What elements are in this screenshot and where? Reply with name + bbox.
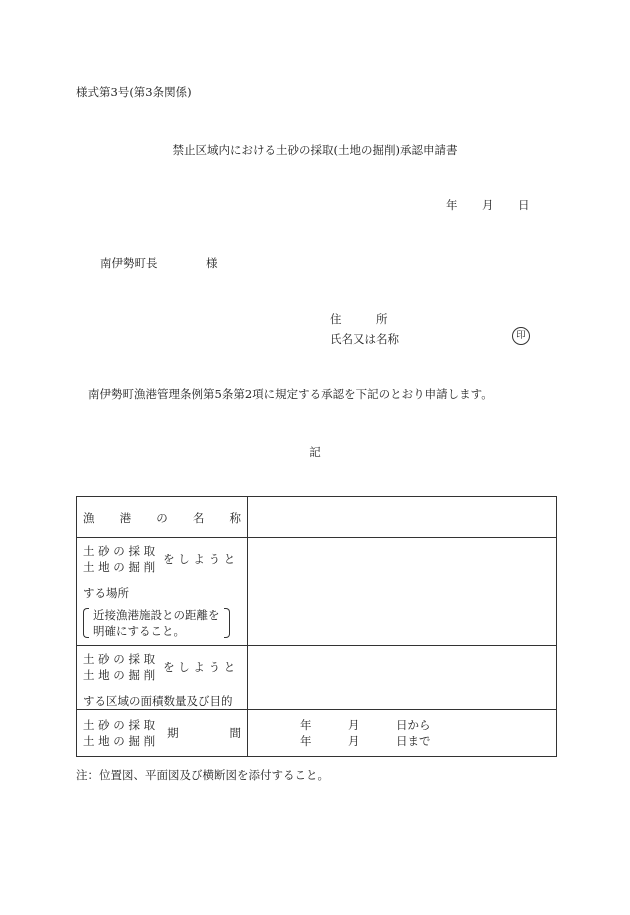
period-label [77, 710, 248, 757]
date-line [446, 197, 530, 213]
table-row [77, 538, 557, 646]
period-to [300, 733, 556, 749]
label-char: の [156, 511, 168, 525]
area-value [248, 646, 557, 710]
label-suffix: を し よ う と [163, 552, 236, 566]
seal-mark: 印 [512, 327, 530, 345]
date-month: 月 [482, 198, 494, 212]
period-to-month: 月 [348, 734, 360, 748]
body-text: 南伊勢町漁港管理条例第5条第2項に規定する承認を下記のとおり申請します。 [88, 387, 493, 401]
area-label [77, 646, 248, 710]
date-year: 年 [446, 198, 458, 212]
period-from-year: 年 [300, 718, 312, 732]
label-suffix: を し よ う と [163, 660, 236, 674]
harbor-name-label [77, 497, 248, 538]
location-value [248, 538, 557, 646]
table-row [77, 710, 557, 757]
label-char: 称 [229, 511, 241, 525]
label-char: 漁 [83, 511, 95, 525]
label-continuation: する場所 [83, 586, 129, 600]
addressee-name: 南伊勢町長 [100, 256, 158, 270]
label-line: 土 砂 の 採 取 [83, 718, 156, 732]
period-from-day: 日から [396, 718, 431, 732]
harbor-name-value [248, 497, 557, 538]
label-continuation: する区域の面積数量及び目的 [83, 694, 233, 708]
note-line: 近接漁港施設との距離を [93, 608, 220, 622]
label-line: 土 地 の 掘 削 [83, 734, 156, 748]
table-row [77, 497, 557, 538]
note-bracket [83, 607, 230, 639]
label-char: 間 [229, 726, 241, 740]
label-char: 港 [119, 511, 132, 525]
ki-heading: 記 [309, 445, 321, 459]
form-number: 様式第3号(第3条関係) [76, 85, 192, 99]
document-title: 禁止区域内における土砂の採取(土地の掘削)承認申請書 [172, 143, 458, 157]
period-from [300, 717, 556, 733]
date-day: 日 [518, 198, 530, 212]
addressee-honorific: 様 [206, 256, 218, 270]
label-line: 土 砂 の 採 取 [83, 652, 156, 666]
location-label [77, 538, 248, 646]
label-line: 土 地 の 掘 削 [83, 668, 156, 682]
period-value [248, 710, 557, 757]
label-char: 名 [192, 511, 205, 525]
label-char: 期 [167, 726, 179, 740]
label-line: 土 地 の 掘 削 [83, 560, 156, 574]
address-label: 住 所 [330, 312, 388, 326]
period-from-month: 月 [348, 718, 360, 732]
footnote: 注：位置図、平面図及び横断図を添付すること。 [76, 768, 329, 782]
period-to-year: 年 [300, 734, 312, 748]
label-line: 土 砂 の 採 取 [83, 544, 156, 558]
addressee [100, 255, 218, 271]
name-label: 氏名又は名称 [330, 332, 399, 346]
period-to-day: 日まで [396, 734, 431, 748]
application-table [76, 496, 557, 757]
table-row [77, 646, 557, 710]
note-line: 明確にすること。 [93, 624, 185, 638]
